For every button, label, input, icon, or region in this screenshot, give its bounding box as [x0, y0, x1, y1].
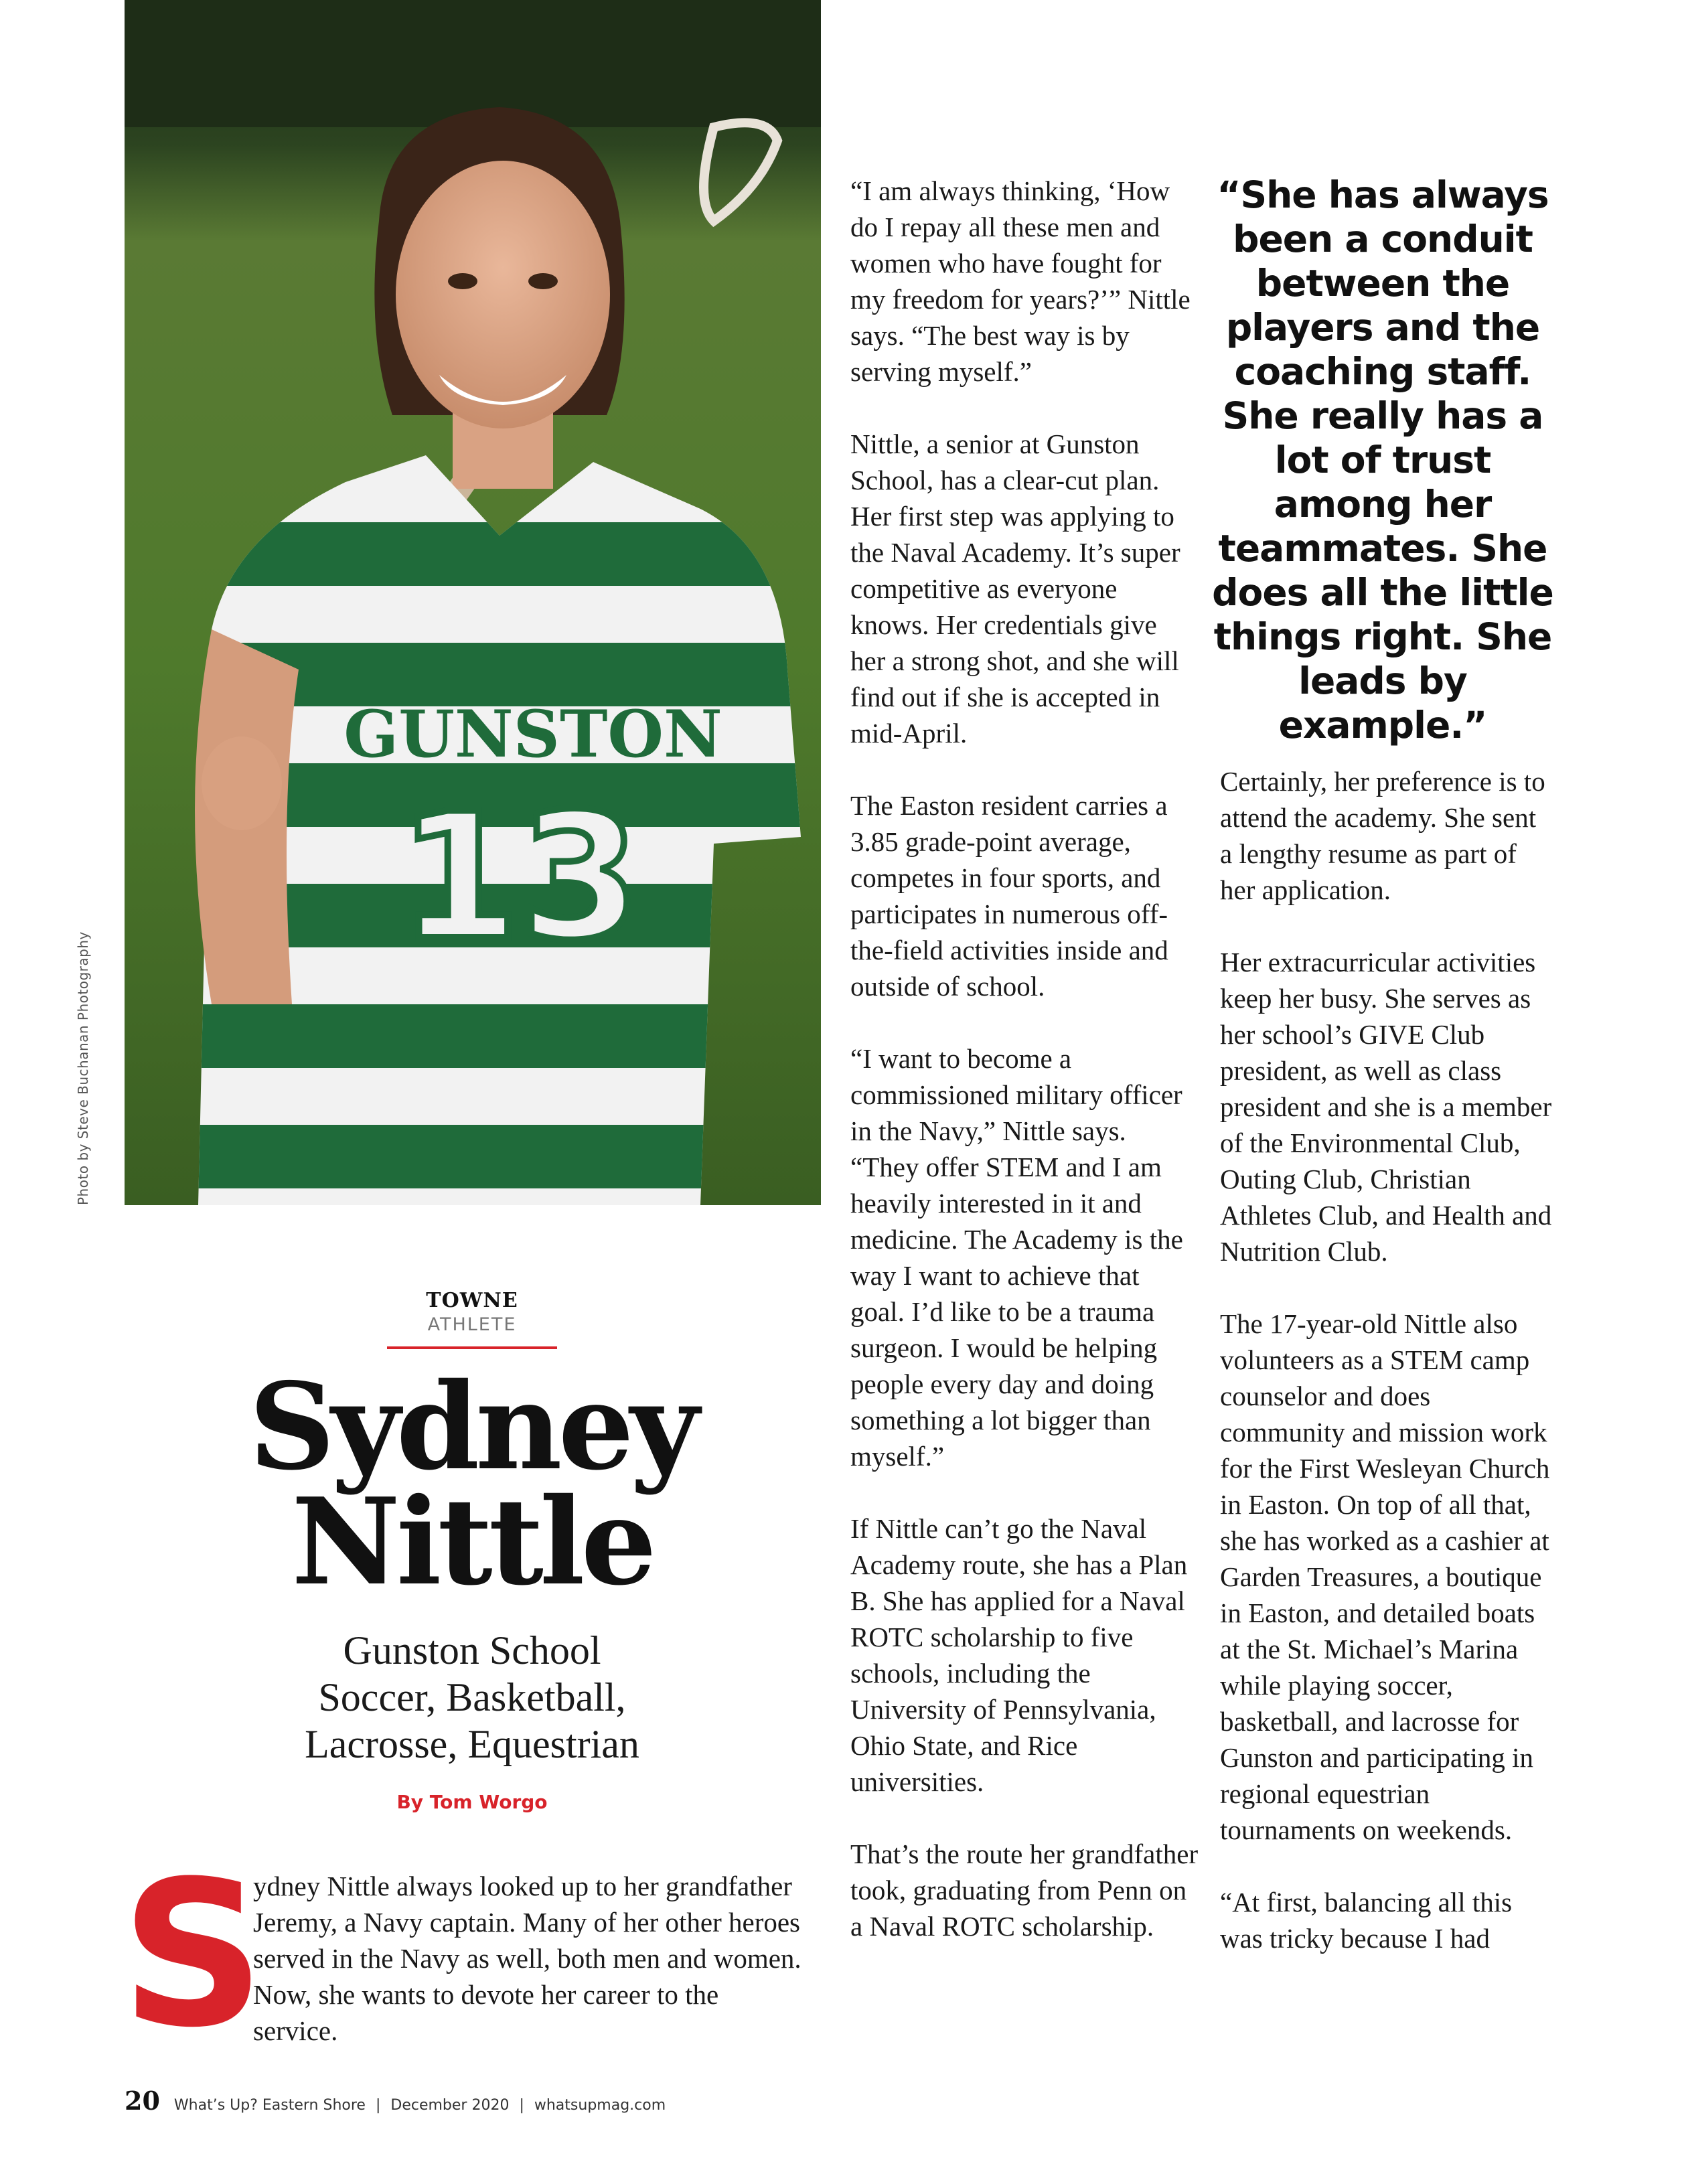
page-number: 20 [125, 2086, 160, 2116]
athlete-photo-illustration [125, 0, 821, 1205]
pull-quote: “She has always been a conduit between the players and the coaching staff. She really has a lot of trust among her teammates. She does all the little things right. She leads by example.” [1212, 173, 1553, 747]
school-name: Gunston School [343, 1628, 601, 1672]
section-label [387, 1289, 557, 1349]
paragraph: The 17-year-old Nittle also volunteers as a STEM camp counselor and does community and mission work for the First Wesleyan Church in Easton. On top of all that, she has worked as a cashier at Garden Treasures, a boutique in Easton, and detailed boats at the St. Michael’s Marina while playing soccer, basketball, and lacrosse for Gunston and participating in regional equestrian tournaments on weekends. [1220, 1308, 1550, 1845]
article-column-2 [850, 173, 1199, 1980]
athlete-name [228, 1356, 716, 1612]
issue-date: December 2020 [390, 2097, 510, 2114]
paragraph: Certainly, her preference is to attend the academy. She sent a lengthy resume as part of her application. [1220, 766, 1545, 905]
paragraph: That’s the route her grandfather took, graduating from Penn on a Naval ROTC scholarship. [850, 1839, 1199, 1942]
sports-line-2: Lacrosse, Equestrian [305, 1722, 639, 1766]
photo-credit: Photo by Steve Buchanan Photography [75, 931, 91, 1205]
article-column-3 [1220, 763, 1555, 1993]
paragraph: The Easton resident carries a 3.85 grade-point average, competes in four sports, and participates in numerous off-the-field activities inside and outside of school. [850, 790, 1168, 1002]
section-towne: TOWNE [426, 1289, 518, 1312]
jersey-text: GUNSTON [343, 696, 722, 772]
paragraph: “I want to become a commissioned military officer in the Navy,” Nittle says. “They offer STEM and I am heavily interested in it and medicine. The Academy is the way I want to achieve that goal. I’d like to be a trauma surgeon. I would be helping people every day and doing something a lot bigger than myself.” [850, 1043, 1183, 1472]
paragraph: If Nittle can’t go the Naval Academy route, she has a Plan B. She has applied for a Naval ROTC scholarship to five schools, including the University of Pennsylvania, Ohio State, and Rice universities. [850, 1513, 1188, 1797]
athlete-first-name: Sydney [248, 1356, 696, 1496]
paragraph: Nittle, a senior at Gunston School, has a clear-cut plan. Her first step was applying to the Naval Academy. It’s super competitive as everyone knows. Her credentials give her a strong shot, and she will find out if she is accepted in mid-April. [850, 428, 1180, 749]
school-sports [241, 1627, 703, 1768]
publication-name: What’s Up? Eastern Shore [173, 2097, 366, 2114]
lead-paragraph [253, 1868, 809, 2049]
jersey-number: 13 [398, 777, 641, 979]
paragraph: Her extracurricular activities keep her busy. She serves as her school’s GIVE Club president, as well as class president and she is a member of the Environmental Club, Outing Club, Christian Athletes Club, and Health and Nutrition Club. [1220, 947, 1552, 1267]
paragraph: “I am always thinking, ‘How do I repay all these men and women who have fought for my freedom for years?’” Nittle says. “The best way is by serving myself.” [850, 175, 1191, 387]
page-footer [125, 2086, 666, 2116]
byline: By Tom Worgo [396, 1791, 548, 1813]
paragraph: “At first, balancing all this was tricky because I had [1220, 1887, 1513, 1954]
section-athlete: ATHLETE [427, 1314, 517, 1335]
footer-separator: | [519, 2097, 524, 2114]
athlete-photo [125, 0, 821, 1205]
lead-text: ydney Nittle always looked up to her grandfather Jeremy, a Navy captain. Many of her other heroes served in the Navy as well, both men and women. Now, she wants to devote her career to the service. [253, 1871, 801, 2046]
drop-cap: S [121, 1838, 266, 2072]
footer-separator: | [375, 2097, 381, 2114]
website-link[interactable]: whatsupmag.com [534, 2097, 666, 2114]
athlete-last-name: Nittle [291, 1472, 653, 1612]
sports-line-1: Soccer, Basketball, [318, 1675, 626, 1719]
